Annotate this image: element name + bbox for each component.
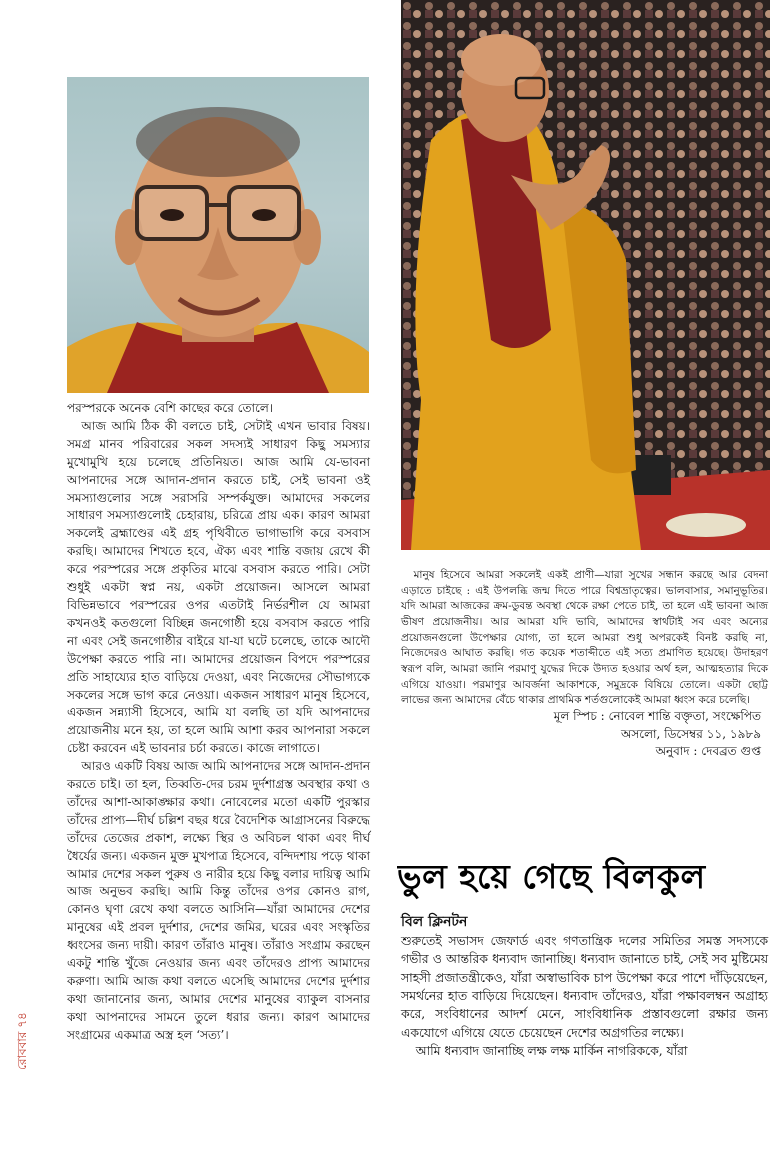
credit-translator: অনুবাদ : দেবব্রত গুপ্ত — [655, 744, 761, 758]
left-paragraph-3: আরও একটি বিষয় আজ আমি আপনাদের সঙ্গে আদান-প্রদান করতে চাই। তা হল, তিব্বতি-দের চরম দুর্দশাগ্রস্ত অবস্থার কথা ও তাঁদের আশা-আকাঙ্ক্ষার কথা। নোবেলের মতো একটি পুরস্কার তাঁদের প্রাপ্য—দীর্ঘ চল্লিশ বছর ধরে বৈদেশিক আগ্রাসনের বিরুদ্ধে তাঁদের তেজের প্রকাশ, লক্ষ্যে স্থির ও অবিচল থাকা এবং দীর্ঘ ধৈর্যের জন্য। একজন মুক্ত মুখপাত্র হিসেবে, বন্দিদশায় পড়ে থাকা আমার দেশের সকল পুরুষ ও নারীর হয়ে কিছু বলার দায়িত্ব আমি আজ অনুভব করছি। আমি কিন্তু তাঁদের ওপর কোনও রাগ, কোনও ঘৃণা রেখে কথা বলতে আসিনি—যাঁরা আমাদের দেশের মানুষের এই প্রবল দুর্দশার, দেশের জমির, ঘরের এবং সংস্কৃতির ধ্বংসের জন্য দায়ী। কারণ তাঁরাও মানুষ। তাঁরাও সংগ্রাম করছেন একটু শান্তি খুঁজে নেওয়ার জন্য এবং তাঁদেরও প্রাপ্য আমাদের করুণা। আমি আজ কথা বলতে এসেছি আমাদের দেশের দুর্দশার কথা জানানোর জন্য, আমার দেশের মানুষের ব্যাকুল বাসনার কথা আপনাদের সামনে তুলে ধরার জন্য। কারণ আমাদের সংগ্রামের একমাত্র অস্ত্র হল ‘সত্য’। — [67, 759, 370, 1042]
second-article-headline: ভুল হয়ে গেছে বিলকুল — [397, 857, 706, 896]
credit-place-date: অসলো, ডিসেম্বর ১১, ১৯৮৯ — [620, 726, 761, 741]
second-paragraph-1: শুরুতেই সভাসদ জেফার্ড এবং গণতান্ত্রিক দলের সমিতির সমস্ত সদস্যকে গভীর ও আন্তরিক ধন্যবাদ জানাচ্ছি। ধন্যবাদ জানাতে চাই, সেই সব মুষ্টিমেয় সাহসী প্রজাতন্ত্রীকেও, যাঁরা অস্বাভাবিক চাপ উপেক্ষা করে পাশে দাঁড়িয়েছেন, সমর্থনের হাত বাড়িয়ে দিয়েছেন। ধন্যবাদ তাঁদেরও, যাঁরা পক্ষাবলম্বন অগ্রাহ্য করে, সংবিধানের আদর্শ মেনে, সাংবিধানিক প্রস্তাবগুলো রক্ষার জন্য একযোগে এগিয়ে যেতে চেয়েছেন দেশের অগ্রগতির লক্ষ্যে। — [401, 934, 768, 1040]
portrait-illustration — [67, 77, 369, 393]
second-paragraph-2: আমি ধন্যবাদ জানাচ্ছি লক্ষ লক্ষ মার্কিন নাগরিককে, যাঁরা — [415, 1044, 688, 1059]
page-folio: রোববার ৭৪ — [15, 1012, 29, 1070]
left-paragraph-1: পরস্পরকে অনেক বেশি কাছের করে তোলে। — [67, 401, 274, 415]
right-paragraph-1: মানুষ হিসেবে আমরা সকলেই একই প্রাণী—যারা সুখের সন্ধান করছে আর বেদনা এড়াতে চাইছে : এই উপলব্ধি জন্ম দিতে পারে বিশ্বভ্রাতৃত্বের। ভালবাসার, সমানুভূতির। যদি আমরা আজকের ক্রম-ডুবন্ত অবস্থা থেকে রক্ষা পেতে চাই, তা হলে এই ভাবনা আজ ভীষণ প্রয়োজনীয়। আর আমরা যদি ভাবি, আমাদের স্বার্থটাই সব এবং অন্যের প্রয়োজনগুলো উপেক্ষার যোগ্য, তা হলে আমরা শুধু অপরকেই বিনষ্ট করছি না, নিজেদেরও আঘাত করছি। গত কয়েক শতাব্দীতে এই সত্য প্রমাণিত হয়েছে। উদাহরণ স্বরূপ বলি, আমরা জানি পরমাণু যুদ্ধের দিকে উদ্যত হওয়ার অর্থ হল, আত্মহত্যার দিকে এগিয়ে যাওয়া। পরমাণুর আবর্জনা আকাশকে, সমুদ্রকে বিষিয়ে তোলে। একটা ছোট্ট লাভের জন্য আমাদের বেঁচে থাকার প্রাথমিক শর্তগুলোকেই আমরা ধ্বংস করে চলেছি। — [401, 569, 768, 707]
credit-source: মূল স্পিচ : নোবেল শান্তি বক্তৃতা, সংক্ষেপিত — [553, 709, 761, 723]
second-article-byline: বিল ক্লিনটন — [401, 914, 468, 930]
speech-photo — [401, 0, 770, 550]
left-article-column — [67, 400, 370, 1080]
left-paragraph-2: আজ আমি ঠিক কী বলতে চাই, সেটাই এখন ভাবার বিষয়। সমগ্র মানব পরিবারের সকল সদস্যই সাধারণ কিছু সমস্যার মুখোমুখি হয়ে চলেছে প্রতিনিয়ত। আজ আমি যে-ভাবনা আপনাদের সঙ্গে আদান-প্রদান করতে চাই, সেই ভাবনা ওই সমস্যাগুলোর সঙ্গে সরাসরি সম্পর্কযুক্ত। আমাদের সকলের সাধারণ সমস্যাগুলোই চেহারায়, চরিত্রে প্রায় এক। কারণ আমরা সকলেই ব্রহ্মাণ্ডের এই গ্রহ পৃথিবীতে ভাগাভাগি করে বসবাস করছি। আমাদের শিখতে হবে, ঐক্য এবং শান্তি বজায় রেখে কী করে পরস্পরের সঙ্গে প্রকৃতির মাঝে বসবাস করতে পারি। সেটা শুধুই একটা স্বপ্ন নয়, একটা প্রয়োজন। আসলে আমরা বিভিন্নভাবে পরস্পরের ওপর এতটাই নির্ভরশীল যে আমরা কখনওই কতগুলো বিচ্ছিন্ন জনগোষ্ঠী হয়ে বসবাস করতে পারি না এবং সেই জনগোষ্ঠীর বাইরে যা-যা ঘটে চলেছে, তাকে আদৌ উপেক্ষা করতে পারি না। আমাদের প্রয়োজন বিপদে পরস্পরের প্রতি সাহায্যের হাত বাড়িয়ে দেওয়া, এবং নিজেদের সৌভাগ্যকে সকলের সঙ্গে ভাগ করে নেওয়া। একজন সাধারণ মানুষ হিসেবে, একজন সন্ন্যাসী হিসেবে, আমি যা বলছি তা যদি আপনাদের প্রয়োজনীয় মনে হয়, তা হলে আমি আশা করব আপনারা সকলে চেষ্টা করবেন এই ভাবনার চর্চা করতে। কাজে লাগাতে। — [67, 418, 370, 756]
right-article-column — [401, 568, 768, 708]
speech-illustration — [401, 0, 770, 550]
article-credits — [401, 708, 761, 761]
second-article-body — [401, 932, 768, 1072]
portrait-photo — [67, 77, 369, 393]
